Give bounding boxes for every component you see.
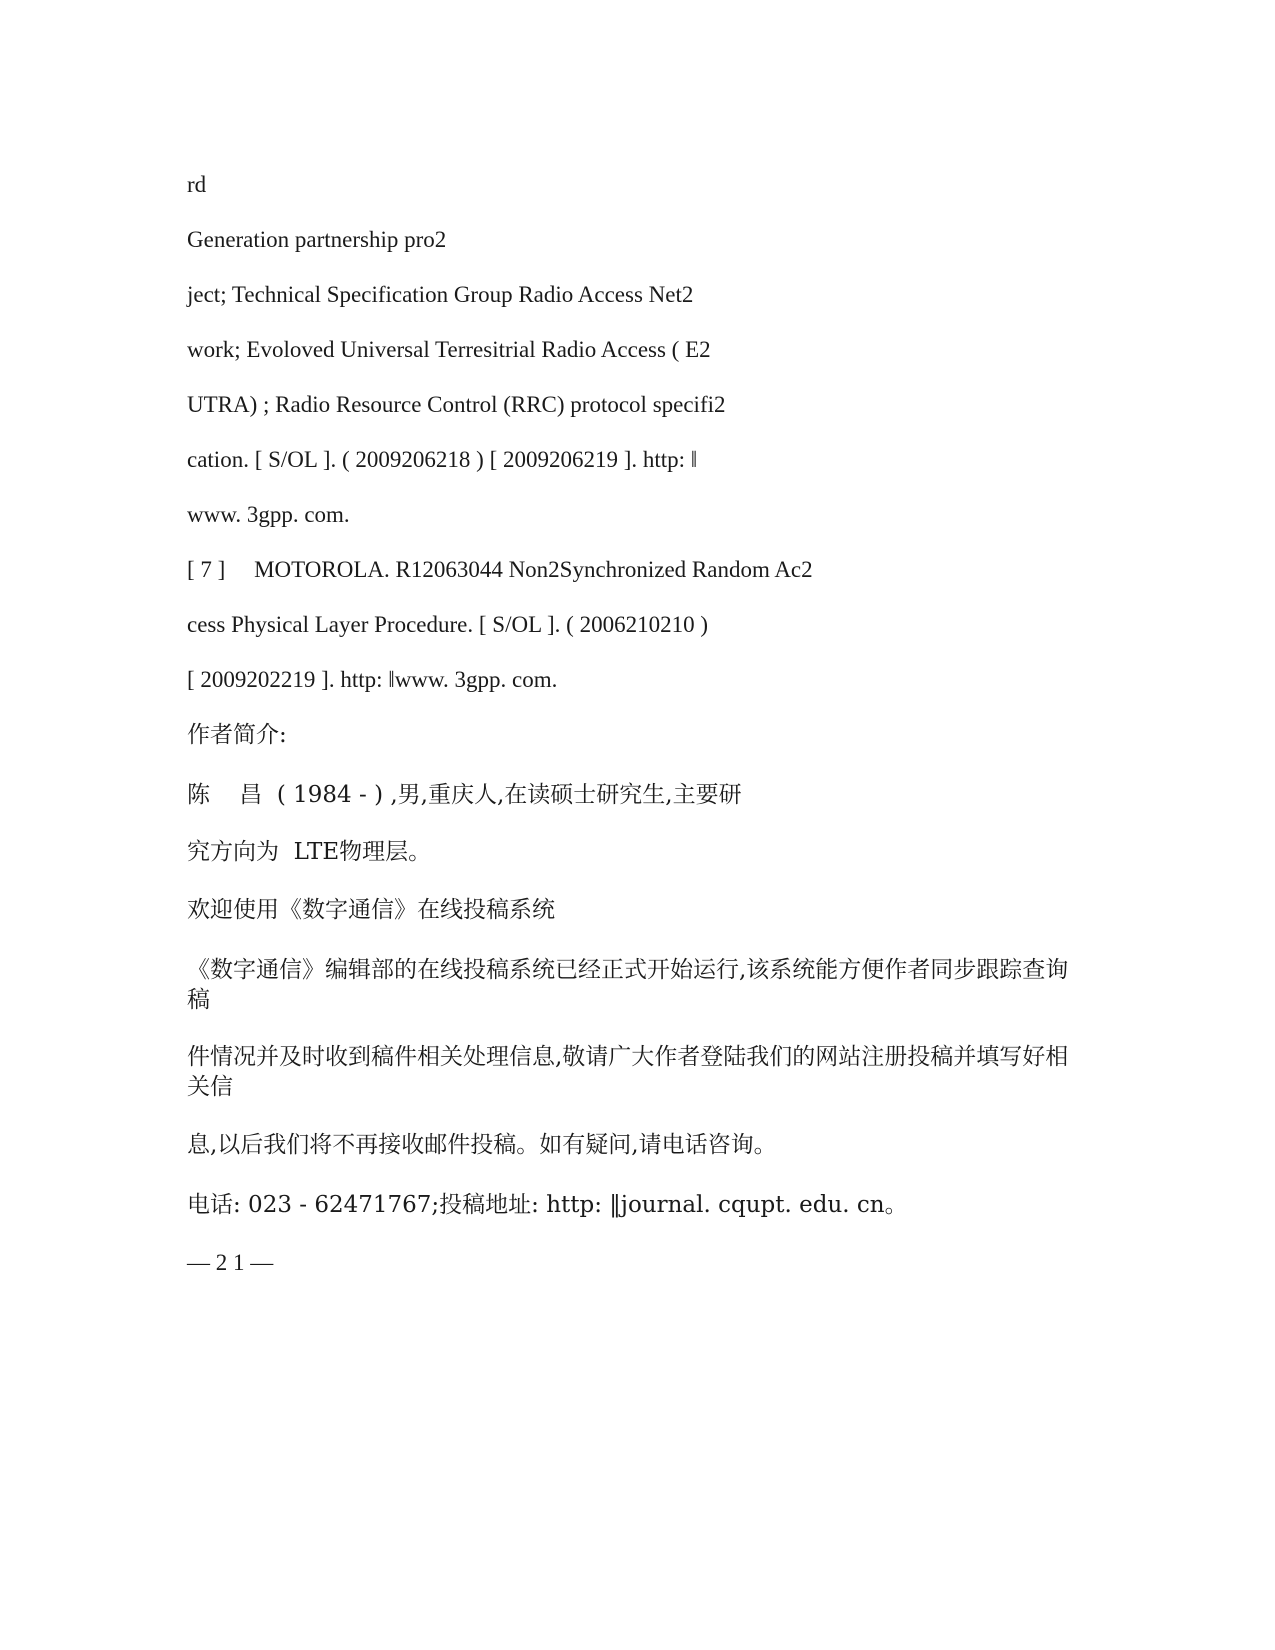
reference-line: [ 2009202219 ]. http: ‖www. 3gpp. com. xyxy=(187,667,558,692)
notice-paragraph: 件情况并及时收到稿件相关处理信息,敬请广大作者登陆我们的网站注册投稿并填写好相关信 xyxy=(187,1044,1069,1100)
contact-line: 电话: 023 - 62471767;投稿地址: http: ‖journal. cqupt. edu. cn。 xyxy=(187,1192,908,1218)
notice-paragraph: 《数字通信》编辑部的在线投稿系统已经正式开始运行,该系统能方便作者同步跟踪查询稿 xyxy=(187,957,1069,1013)
reference-line: work; Evoloved Universal Terresitrial Radio Access ( E2 xyxy=(187,337,711,362)
author-heading: 作者简介: xyxy=(187,722,287,748)
reference-line: ject; Technical Specification Group Radio Access Net2 xyxy=(187,282,694,307)
reference-line: www. 3gpp. com. xyxy=(187,502,350,527)
reference-line: Generation partnership pro2 xyxy=(187,227,447,252)
author-bio-line: 究方向为 LTE物理层。 xyxy=(187,839,432,865)
reference-line: [ 7 ] MOTOROLA. R12063044 Non2Synchronized Random Ac2 xyxy=(187,557,813,582)
page-number: — 2 1 — xyxy=(187,1250,274,1275)
notice-title: 欢迎使用《数字通信》在线投稿系统 xyxy=(187,897,555,923)
author-bio-line: 陈 昌 ( 1984 - ) ,男,重庆人,在读硕士研究生,主要研 xyxy=(187,782,742,808)
reference-line: cess Physical Layer Procedure. [ S/OL ]. ( 2006210210 ) xyxy=(187,612,708,637)
reference-line: rd xyxy=(187,172,207,197)
notice-paragraph: 息,以后我们将不再接收邮件投稿。如有疑问,请电话咨询。 xyxy=(187,1132,777,1158)
reference-line: UTRA) ; Radio Resource Control (RRC) protocol specifi2 xyxy=(187,392,726,417)
reference-line: cation. [ S/OL ]. ( 2009206218 ) [ 2009206219 ]. http: ‖ xyxy=(187,447,698,472)
